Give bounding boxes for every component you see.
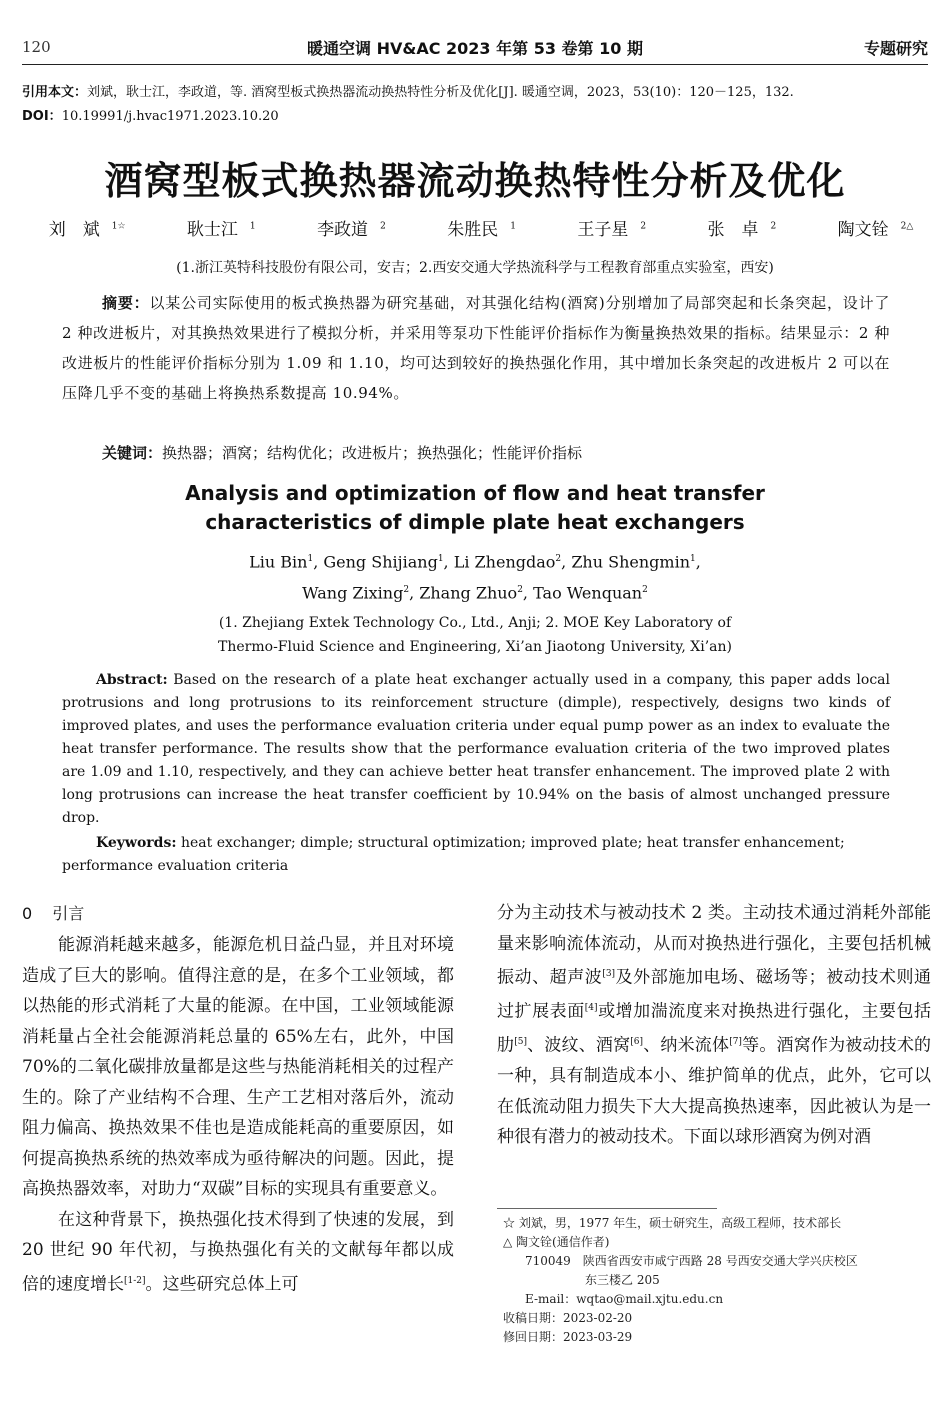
abstract-cn xyxy=(62,288,890,408)
body-left-column xyxy=(22,898,454,1300)
author-cn: 刘 斌 $^{1☆}$ xyxy=(48,220,126,240)
authors-en-line1: Liu Bin$^1$, Geng Shijiang$^1$, Li Zhengdao$^2$, Zhu Shengmin$^1$, xyxy=(249,552,701,572)
doi-label: DOI： xyxy=(22,109,62,124)
footnote-address2: 东三楼乙 205 xyxy=(585,1273,660,1287)
ref-link[interactable]: [6] xyxy=(630,1037,644,1048)
abstract-en-label: Abstract: xyxy=(96,672,168,688)
author-cn: 张 卓 $^2$ xyxy=(707,220,777,240)
abstract-en xyxy=(62,669,890,830)
affiliation-en: (1. Zhejiang Extek Technology Co., Ltd., Anji; 2. MOE Key Laboratory of Thermo-Fluid Science and Engineering, Xi’an Jiaotong University, Xi’an) xyxy=(218,615,732,655)
ref-link[interactable]: [7] xyxy=(729,1037,742,1048)
section-heading: 0 引言 xyxy=(22,904,85,923)
ref-link[interactable]: [3] xyxy=(602,969,616,979)
footnote-author2: △ 陶文铨(通信作者) xyxy=(503,1235,610,1249)
abstract-en-text: Based on the research of a plate heat exchanger actually used in a company, this paper adds local protrusions and long protrusions to its reinforcement structure (dimple), respectively, designs two kinds of improved plates, and uses the performance evaluation criteria under equal pump power as an index to evaluate the heat transfer performance. The results show that the performance evaluation criteria of the two improved plates are 1.09 and 1.10, respectively, and they can achieve better heat transfer enhancement. The improved plate 2 with long protrusions can increase the heat transfer coefficient by 10.94% on the basis of almost unchanged pressure drop. xyxy=(62,672,890,826)
footnote-address: 710049 陕西省西安市咸宁西路 28 号西安交通大学兴庆校区 xyxy=(525,1254,858,1268)
page-number: 120 xyxy=(22,38,51,56)
running-header xyxy=(22,30,928,64)
keywords-en-text: heat exchanger; dimple; structural optimization; improved plate; heat transfer enhancement; performance evaluation criteria xyxy=(62,835,845,874)
footnote-revised: 修回日期：2023-03-29 xyxy=(503,1330,633,1344)
keywords-cn-text: 换热器；酒窝；结构优化；改进板片；换热强化；性能评价指标 xyxy=(162,444,583,462)
ref-link[interactable]: [1-2] xyxy=(124,1275,146,1286)
abstract-cn-text: 以某公司实际使用的板式换热器为研究基础，对其强化结构(酒窝)分别增加了局部突起和长条突起，设计了 2 种改进板片，对其换热效果进行了模拟分析，并采用等泵功下性能评价指标作为衡量换热效果的指标。结果显示：2 种改进板片的性能评价指标分别为 1.09 和 1.10，均可达到较好的换热强化作用，其中增加长条突起的改进板片 2 可以在压降几乎不变的基础上将换热系数提高 10.94%。 xyxy=(62,294,890,402)
authors-cn xyxy=(0,215,950,240)
page-title: 酒窝型板式换热器流动换热特性分析及优化 xyxy=(104,159,846,203)
affiliation-cn: (1.浙江英特科技股份有限公司，安吉；2.西安交通大学热流科学与工程教育部重点实验室，西安) xyxy=(176,260,774,276)
journal-name: 暖通空调 HV&AC 2023 年第 53 卷第 10 期 xyxy=(307,39,643,58)
footnote-received: 收稿日期：2023-02-20 xyxy=(503,1311,633,1325)
authors-en xyxy=(0,545,950,608)
author-cn: 朱胜民 $^1$ xyxy=(447,220,516,240)
title-en-line2: characteristics of dimple plate heat exchangers xyxy=(205,510,745,534)
section-label: 专题研究 xyxy=(863,39,928,58)
title-en xyxy=(0,479,950,537)
author-cn: 李政道 $^2$ xyxy=(317,220,386,240)
keywords-en xyxy=(62,832,890,878)
paragraph: 在这种背景下，换热强化技术得到了快速的发展，到 20 世纪 90 年代初，与换热强化有关的文献每年都以成倍的速度增长[1-2]。这些研究总体上可 xyxy=(22,1209,454,1295)
footnote-email[interactable]: E-mail：wqtao@mail.xjtu.edu.cn xyxy=(525,1292,724,1306)
keywords-cn xyxy=(102,440,890,466)
paragraph: 能源消耗越来越多，能源危机日益凸显，并且对环境造成了巨大的影响。值得注意的是，在多个工业领域，都以热能的形式消耗了大量的能源。在中国，工业领域能源消耗量占全社会能源消耗总量的 65%左右，此外，中国 70%的二氧化碳排放量都是这些与热能消耗相关的过程产生的。除了产业结构不合理、生产工艺相对落后外，流动阻力偏高、换热效果不佳也是造成能耗高的重要原因，如何提高换热系统的热效率成为亟待解决的问题。因此，提高换热器效率，对助力“双碳”目标的实现具有重要意义。 xyxy=(22,935,454,1199)
author-cn: 耿士江 $^1$ xyxy=(186,220,256,240)
title-en-line1: Analysis and optimization of flow and heat transfer xyxy=(185,481,765,505)
authors-en-line2: Wang Zixing$^2$, Zhang Zhuo$^2$, Tao Wenquan$^2$ xyxy=(302,583,648,603)
citation-text: 刘斌，耿士江，李政道，等. 酒窝型板式换热器流动换热特性分析及优化[J]. 暖通空调，2023，53(10)：120－125，132. xyxy=(87,85,794,100)
doi-link[interactable]: 10.19991/j.hvac1971.2023.10.20 xyxy=(61,109,279,124)
author-cn: 陶文铨 $^{2\triangle}$ xyxy=(837,220,914,240)
author-cn: 王子星 $^2$ xyxy=(577,220,647,240)
abstract-cn-label: 摘要： xyxy=(102,294,150,312)
footnotes xyxy=(503,1214,933,1347)
header-rule xyxy=(22,64,928,65)
paragraph: 分为主动技术与被动技术 2 类。主动技术通过消耗外部能量来影响流体流动，从而对换热进行强化，主要包括机械振动、超声波[3]及外部施加电场、磁场等；被动技术则通过扩展表面[4]或增加湍流度来对换热进行强化，主要包括肋[5]、波纹、酒窝[6]、纳米流体[7]等。酒窝作为被动技术的一种，具有制造成本小、维护简单的优点，此外，它可以在低流动阻力损失下大大提高换热速率，因此被认为是一种很有潜力的被动技术。下面以球形酒窝为例对酒 xyxy=(497,903,932,1148)
footnote-author1: ☆ 刘斌，男，1977 年生，硕士研究生，高级工程师，技术部长 xyxy=(503,1216,842,1230)
body-right-column xyxy=(497,898,931,1153)
keywords-en-label: Keywords: xyxy=(96,835,177,851)
ref-link[interactable]: [5] xyxy=(514,1037,527,1048)
footnote-rule xyxy=(497,1208,717,1209)
keywords-cn-label: 关键词： xyxy=(102,444,163,462)
citation-label: 引用本文： xyxy=(22,85,88,100)
citation-block xyxy=(22,81,928,129)
ref-link[interactable]: [4] xyxy=(584,1003,598,1014)
